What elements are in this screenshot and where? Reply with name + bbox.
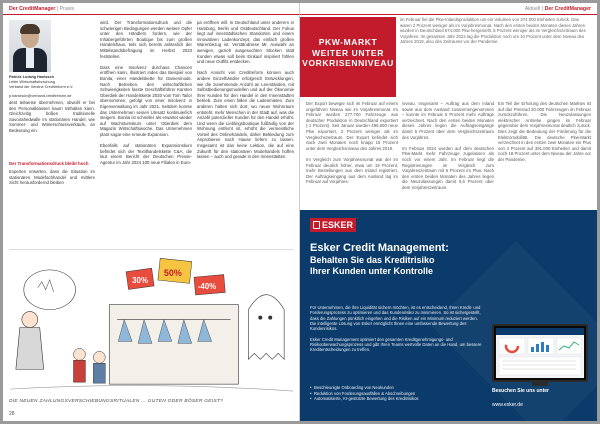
author-name: Patrick Ludwig Hantzsch bbox=[9, 75, 54, 79]
sale-sign-2: 50% bbox=[163, 267, 182, 278]
right-header-title: Aktuell | Der CreditManager bbox=[524, 6, 591, 12]
ad-cta: Besuchen Sie uns unter bbox=[492, 388, 549, 394]
author-caption bbox=[9, 75, 84, 99]
ad-headline-1: Esker Credit Management: bbox=[310, 242, 449, 254]
left-header-title: Der CreditManager | Praxis bbox=[9, 6, 75, 12]
headline-box bbox=[300, 17, 396, 97]
author-photo bbox=[9, 20, 51, 72]
left-col1-text2: Experten erwarten, dass die Situation im stationären Modefachhandel und mittlere Sicht herausfordernd bleiben bbox=[9, 169, 95, 186]
cartoon-caption: DIE NEUEN ZAHLUNGSVERSCHIEBUNGSRITUALEN ... GUTEN ODER BÖSER GEIST? bbox=[9, 399, 224, 404]
magazine-spread bbox=[3, 3, 597, 421]
left-col3-text: pa eröffnen will. In Deutschland unter anderem in Hamburg, Berlin und Ostdeutschland. Der Fokus liegt auf innerstädtischen Standorten und einem innovativen Ladenkonzept, das einfach großen Warenbezug ist. Verständnisse Mr. Auswahl an wenigen, gezielt ausgesuchten Stücken statt Kunden etwas soll beim Einkauf inspiriert fühlen und neue Outfits entdecken. Nach Ansicht von Creditreform können auch andere Einzelhändler erfolgreich Entwicklungen, wie die zunehmende Anzahl an Leerständen, mit Selbstbedienungsmodellen und auf der Ökonomie ihrer Kunden für den Handel in den Innenstädten betrieb. Zum einen fallen die Ladenmieten. Zum anderen halten sich dort, wo neuer Wohnraum entsteht, mehr Menschen in der Stadt auf, was die Anzahl potenzieller Kunden für den Handel erhöht. Und wenn die Lieblingsboutique fußläufig von der Wohnung entfernt ist, erhöht die vermeintliche Vorteil des Onlinehandels, daher Bekleidung zum Anprobieren nach Hause liefern zu lassen. Insgesamt ist das keine Lektion, die auf eine Zukunft für den stationären Modehandels hoffen lassen – auch und gerade in den Innenstädten. bbox=[197, 20, 294, 160]
ad-headline-2: Behalten Sie das Kreditrisiko Ihrer Kunden unter Kontrolle bbox=[310, 255, 435, 276]
right-col3: Ein Teil der Erholung des deutschen Marktes ist auf das Preisrad 20.000 Fahrzeugen im Februar zurückzuführen. Die Neuzulassungen elektrischer Antriebe gingen im Februar gegenüber dem Vorjahresmonat deutlich zurück. Dies zeigt die Bedeutung der Förderung für die Elektromobilität. Die deutsche Pkw-Markt verzeichnet in den ersten zwei Monaten ein Plus von 4 Prozent auf 391.000 Einheiten und damit noch 18 Prozent unter dem Niveau der Jahre vor der Pandemie. bbox=[498, 101, 591, 162]
esker-logo: ESKER bbox=[310, 218, 356, 232]
left-page bbox=[3, 3, 300, 421]
page-number-left: 28 bbox=[9, 411, 15, 417]
ad-bullet-item: • Automatisierte, KI-gestützte Bewertung des Kreditrisikos bbox=[310, 396, 482, 402]
ad-bullet-item: • Beschleunigte Onboarding von Neukunden bbox=[310, 385, 482, 391]
ad-bullet-list bbox=[310, 385, 482, 402]
esker-advertisement[interactable] bbox=[300, 210, 597, 421]
sale-sign-1: 30% bbox=[132, 275, 149, 285]
right-col2: niveau. Insgesamt – Auftrag aus dem Inland sowie aus dem Ausland zusammengenommen – konnte im Februar 5 Prozent mehr Aufträge verzeichnet. Nach den ersten beiden Monaten dieses Jahres liegen die Auftragseingänge damit 5 Prozent über dem Vergleichszeitraum des Vorjahres. Im Februar 2024 wurden auf dem deutschen Pkw-Markt mehr Fahrzeuge zugelassen als noch vor einem Jahr. Im Februar liegt die Registrierungen im Vergleich zum Vorjahreszeitraum mit 5 Prozent im Plus. Nach den ersten beiden Monaten des Jahres liegen die Neuzulassungen damit 0,6 Prozent über dem Vorjahreszeitraum. bbox=[402, 101, 494, 190]
article-headline: PKW-MARKT WEITER UNTER VORKRISENNIVEAU bbox=[302, 37, 394, 68]
left-col2-text: wird. Der Transformationsdruck und die schwierigen Bedingungen werden weitere Opfer unter den Händlern fordern, wie der Inhabergeführten Boutique bis zum großen Handelshaus, teils sich bereits anlässlich der Mittelstandsbefragung im Herbst 2023 feststellen. Dass eine Insolvenz durchaus Chancen eröffnen kann, illustriert indes das Beispiel von Bonita, einer Handelskette für Damenmode. Nach Betrieben, den wirtschaftlichen Schwierigkeiten fasste Geschäftsführer Karsten Oberdiek der Handelskette 2020 vom Tom Tailor übernommen, gefolgt von einer Insolvenz in Eigenverwaltung im Jahr 2021. Seitdem konnte das Unternehmen seinen Umsatz kontinuierlich steigern. Bonita ist schneller als erwartet wieder auf Wachstumskurs unter Oberdiek dem Magazin Wirtschaftswoche. Das Unternehmen plant sogar eine erneute Expansion. Ebenfalls auf stationären Expansionskurs befindet sich der Textilhandelskette C&A, die laut einem Bericht der Deutschen Presse-Agentur im Jahr 2024 100 neue Filialen in Euro- bbox=[100, 20, 192, 165]
right-col1: Der Export bewegte sich im Februar auf einem ungefähren Niveau wie im Vorjahresmonat. Im Februar wurden 277.700 Fahrzeuge aus deutscher Produktion in Deutschland exportiert (-1 Prozent). Seit Januar wurden 496.600 neue Pkw exportiert, 2 Prozent weniger als im Vergleichszeitraum. Der Export befindet sich nach zwei Monaten noch knapp 15 Prozent unter dem Vergleichsniveau des Jahres 2019. Im Vergleich zum Vorjahresmonat war der im Februar deutlich höher, etwa um 19 Prozent, mehr Bestellungen aus dem Inland registriert. Der Auftragseingang aus dem Ausland lag im Februar auf Vorjahres- bbox=[306, 101, 398, 185]
sale-sign-3: -40% bbox=[197, 281, 217, 291]
article-intro: im Februar fiel die Pkw-Inlandsproduktion um ein Volumen von 374.000 Einheiten zurück. Das waren 2 Prozent weniger als im Vorjahresmonat. Nach den ersten beiden Monaten dieses Jahres wurden in Deutschland 674.000 Pkw hergestellt, 5 Prozent weniger als im Vergleichszeitraum des Vorjahres. Im gesamten Jahr 2023 lag die Produktion noch um 10 Prozent unter dem Niveau des Jahres 2019, also des Zeitraums vor der Pandemie. bbox=[400, 17, 586, 44]
right-header bbox=[300, 3, 597, 15]
author-email: p.hantzsch@verband.creditreform.de bbox=[9, 94, 72, 98]
monitor-stand bbox=[532, 382, 548, 386]
right-page bbox=[300, 3, 597, 421]
ad-url-link[interactable]: www.esker.de bbox=[492, 402, 523, 408]
cartoon-illustration bbox=[9, 249, 294, 407]
left-col1-text: dest teilweise übernehmen, obwohl er bei den Personalklassen kaum mithalten kann. Gleichzeitig büßen traditionelle Savoirahedwalle im stationären Handel, wie Sommer- und Winterschlussverkäufe, an Bedeutung ein. bbox=[9, 100, 95, 133]
monitor-illustration bbox=[492, 324, 588, 382]
author-role: Leiter Wirtschaftsforschung Verband der Vereine Creditreform e.V. bbox=[9, 80, 74, 89]
ad-body-text: Für Unternehmen, die ihre Liquidität sichern möchten, ist es entscheidend, Ihren Kredit- und Forderungsprozess zu optimieren und das Kundenrisiko zu minimieren. So ist sichergestellt, dass die Zahlungen pünktlich eingehen und die Risiken auf ein Minimum reduziert werden. Die intelligente Lösung von Esker ermöglicht Ihnen eine umfassende Bewertung des Kundenrisikos. Esker Credit Management optimiert den gesamten Kreditgenehmigungs- und Risikoüberwachungsprozess und gibt Ihren Teams wertvolle Daten an die Hand, um bessere Kreditentscheidungen zu treffen. bbox=[310, 305, 482, 353]
left-subhead: Der Transformationsdruck bleibt hoch bbox=[9, 161, 89, 166]
ad-bullet-item: • Reduktion von Forderungsausfällen & Abschreibungen bbox=[310, 391, 482, 397]
left-header bbox=[3, 3, 299, 15]
